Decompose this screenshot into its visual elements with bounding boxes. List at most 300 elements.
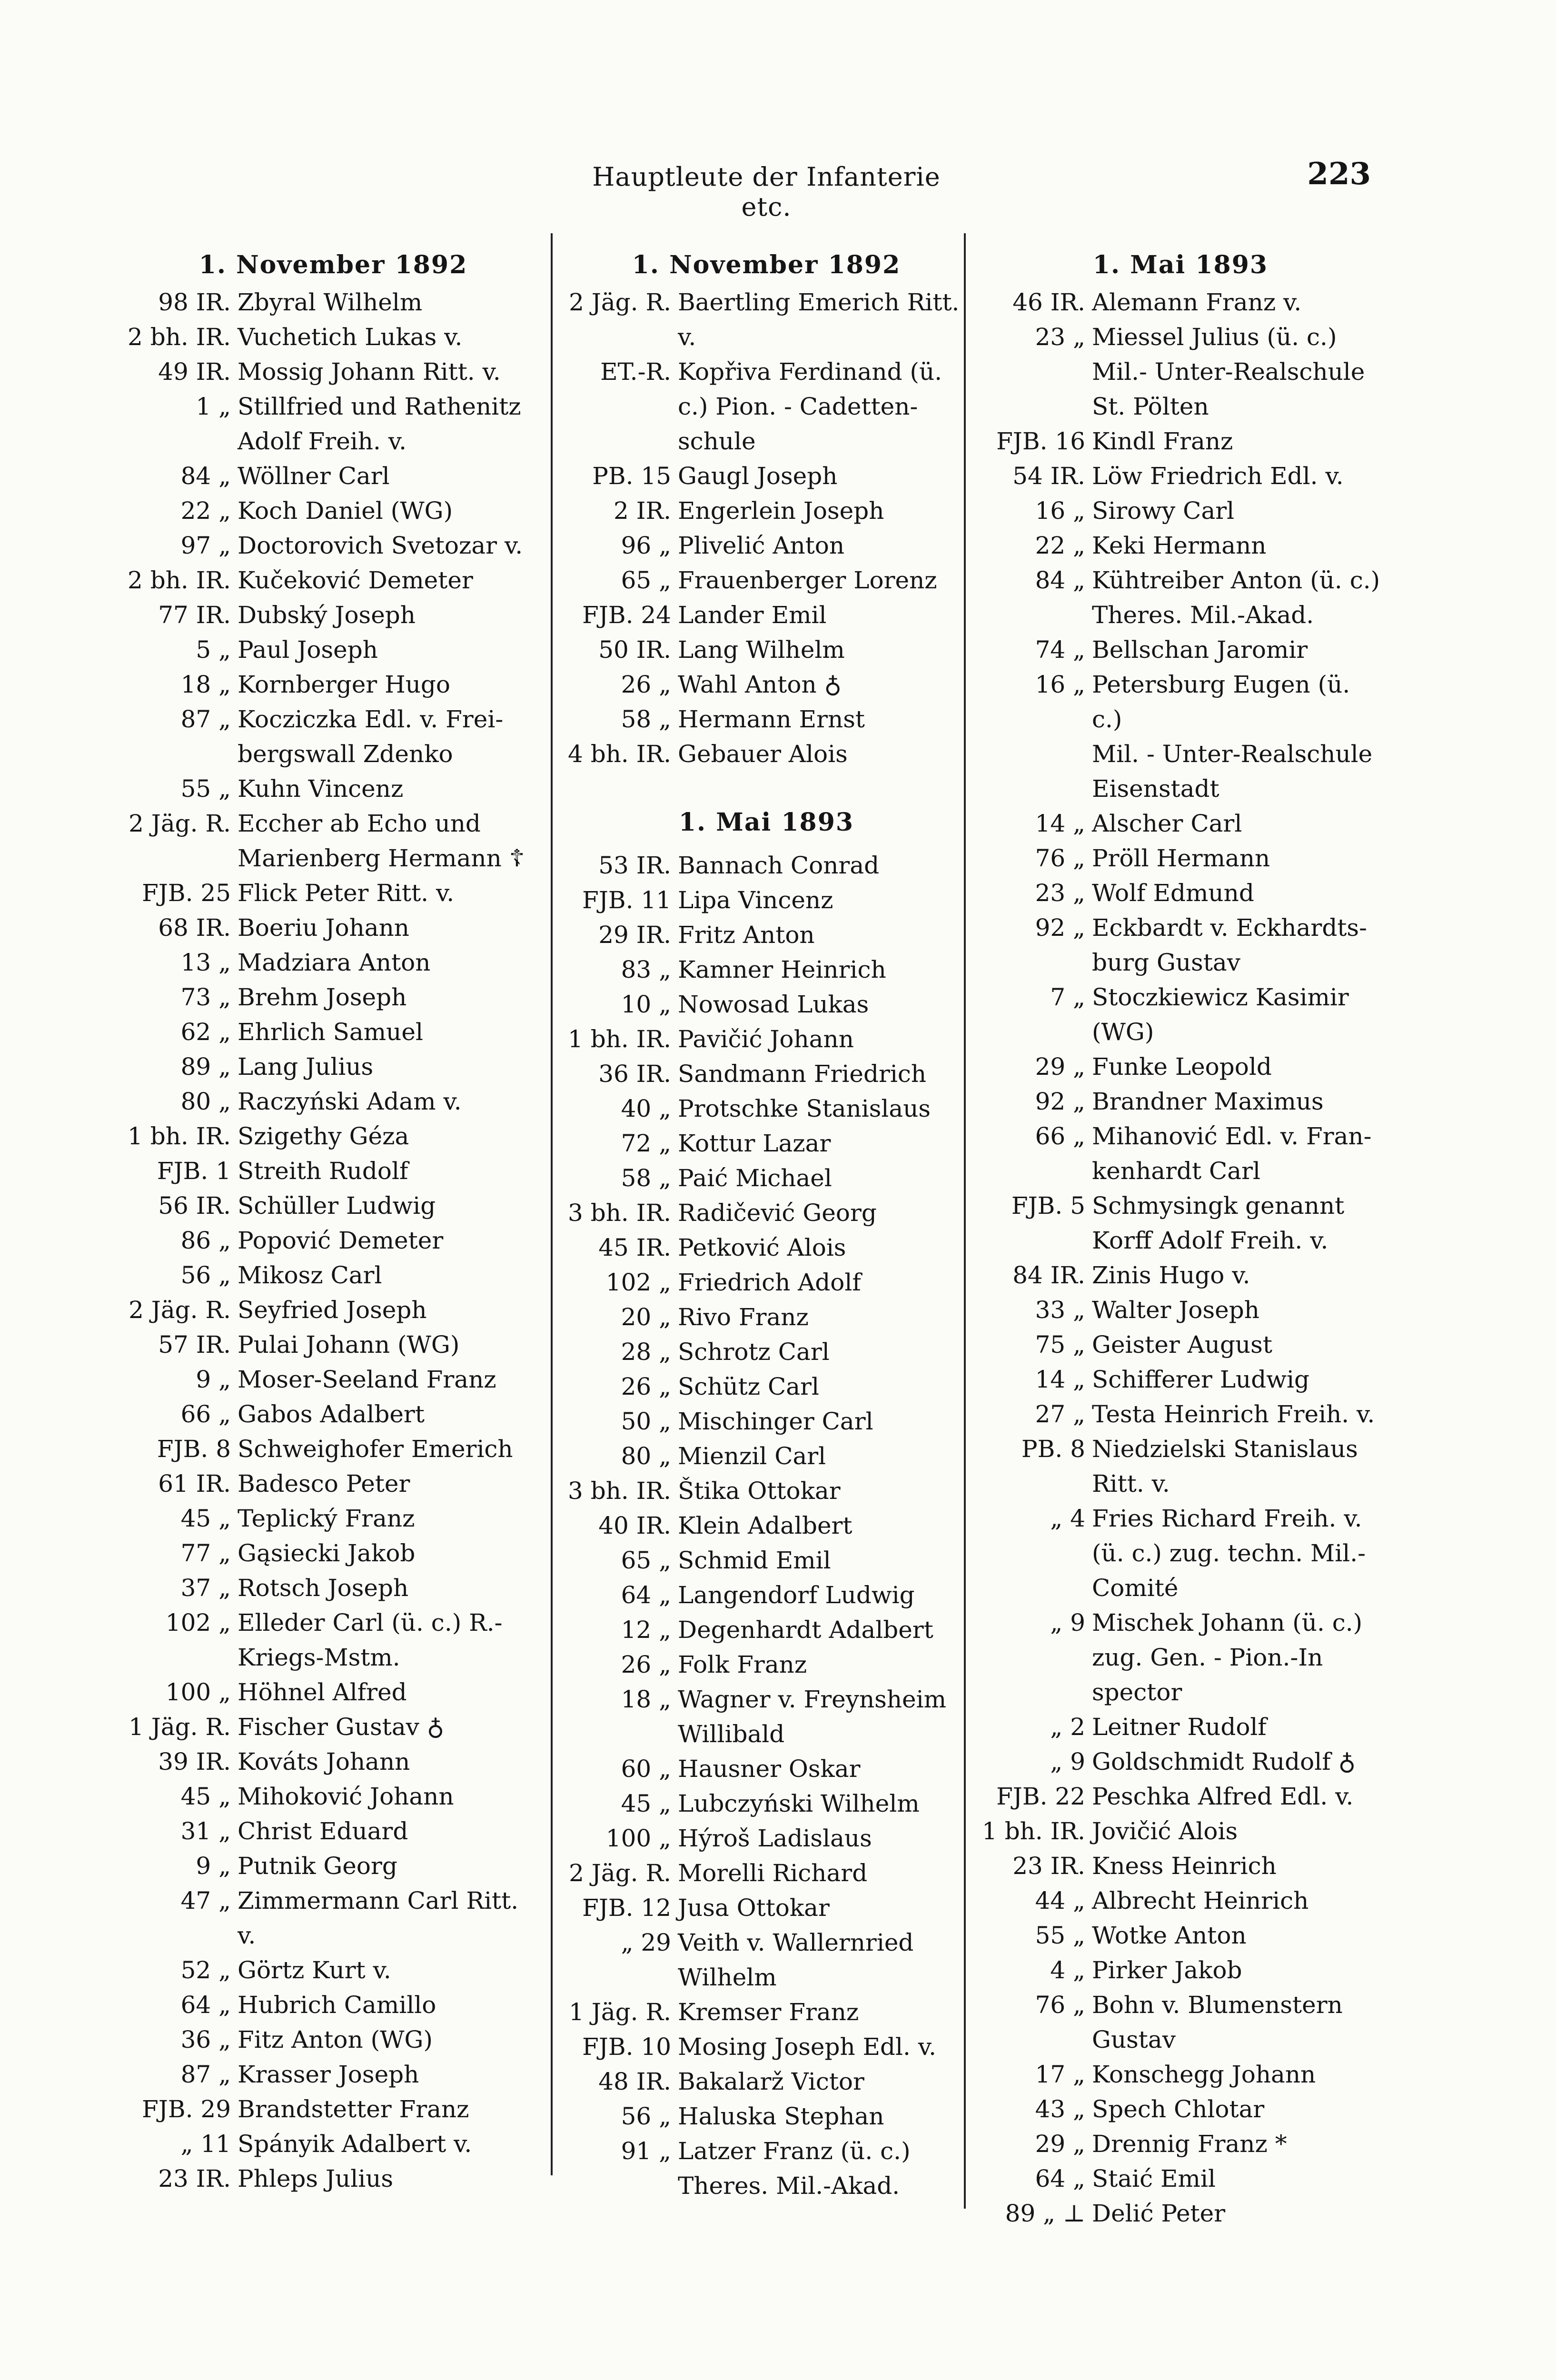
officer-name: Koch Daniel (WG) bbox=[238, 497, 453, 525]
register-entry bbox=[562, 494, 971, 528]
unit-designation: 17 „ bbox=[1035, 2061, 1085, 2088]
unit-designation: 40 „ bbox=[621, 1095, 671, 1122]
officer-name: Mischek Johann (ü. c.) zug. Gen. - Pion.-In spector bbox=[1092, 1609, 1363, 1706]
register-entry bbox=[976, 1745, 1385, 1779]
officer-name: Schüller Ludwig bbox=[238, 1192, 436, 1220]
register-entry bbox=[119, 1154, 547, 1189]
officer-name: Spech Chlotar bbox=[1092, 2095, 1265, 2123]
officer-name: Ehrlich Samuel bbox=[238, 1018, 423, 1046]
officer-name: Schweighofer Emerich bbox=[238, 1435, 513, 1463]
register-entry bbox=[119, 876, 547, 911]
register-entry bbox=[562, 1091, 971, 1126]
officer-name: Stillfried und Rathenitz Adolf Freih. v. bbox=[238, 393, 521, 455]
register-entry bbox=[976, 494, 1385, 528]
unit-designation: 7 „ bbox=[1050, 983, 1085, 1011]
officer-name: Niedzielski Stanislaus Ritt. v. bbox=[1092, 1435, 1358, 1497]
unit-designation: 65 „ bbox=[621, 1547, 671, 1574]
register-entry bbox=[562, 355, 971, 459]
register-entry bbox=[562, 1613, 971, 1647]
officer-name: Mosing Joseph Edl. v. bbox=[678, 2033, 937, 2061]
unit-designation: 13 „ bbox=[180, 949, 231, 976]
officer-name: Dubský Joseph bbox=[238, 601, 416, 629]
register-entry bbox=[119, 563, 547, 598]
officer-name: Zinis Hugo v. bbox=[1092, 1261, 1250, 1289]
unit-designation: 23 IR. bbox=[158, 2165, 231, 2192]
officer-name: Petković Alois bbox=[678, 1234, 846, 1261]
register-entry bbox=[562, 1786, 971, 1821]
unit-designation: 1 Jäg. R. bbox=[569, 1998, 671, 2026]
register-entry bbox=[976, 2127, 1385, 2162]
unit-designation: 22 „ bbox=[1035, 532, 1085, 559]
officer-name: Drennig Franz * bbox=[1092, 2130, 1287, 2158]
officer-name: Mischinger Carl bbox=[678, 1408, 873, 1435]
register-entry bbox=[119, 1467, 547, 1501]
officer-name: Delić Peter bbox=[1092, 2200, 1226, 2227]
officer-name: Mossig Johann Ritt. v. bbox=[238, 358, 501, 386]
officer-name: Moser-Seeland Franz bbox=[238, 1366, 496, 1393]
register-entry bbox=[976, 1814, 1385, 1849]
officer-name: Eccher ab Echo und Marienberg Hermann ☦ bbox=[238, 810, 525, 872]
register-entry bbox=[562, 883, 971, 918]
unit-designation: 9 „ bbox=[196, 1852, 231, 1880]
officer-name: Schmysingk genannt Korff Adolf Freih. v. bbox=[1092, 1192, 1345, 1254]
unit-designation: 26 „ bbox=[621, 1373, 671, 1400]
register-entry bbox=[976, 1501, 1385, 1606]
register-entry bbox=[562, 459, 971, 494]
unit-designation: 10 „ bbox=[621, 991, 671, 1018]
unit-designation: 31 „ bbox=[180, 1817, 231, 1845]
unit-designation: 100 „ bbox=[165, 1678, 231, 1706]
officer-name: Fitz Anton (WG) bbox=[238, 2026, 433, 2053]
unit-designation: ET.-R. bbox=[600, 358, 671, 386]
officer-name: Sirowy Carl bbox=[1092, 497, 1235, 525]
register-entry bbox=[562, 633, 971, 667]
register-entry bbox=[976, 1397, 1385, 1432]
register-entry bbox=[976, 1084, 1385, 1119]
unit-designation: 3 bh. IR. bbox=[568, 1199, 671, 1227]
register-entry bbox=[562, 2030, 971, 2064]
officer-name: Mihoković Johann bbox=[238, 1783, 454, 1810]
officer-name: Görtz Kurt v. bbox=[238, 1956, 391, 1984]
register-entry bbox=[562, 563, 971, 598]
officer-name: Protschke Stanislaus bbox=[678, 1095, 931, 1122]
officer-name: Zimmermann Carl Ritt. v. bbox=[238, 1887, 519, 1949]
register-entry bbox=[976, 911, 1385, 980]
officer-name: Paul Joseph bbox=[238, 636, 378, 664]
unit-designation: 16 „ bbox=[1035, 671, 1085, 698]
register-entry bbox=[562, 598, 971, 633]
unit-designation: 75 „ bbox=[1035, 1331, 1085, 1359]
unit-designation: 80 „ bbox=[621, 1442, 671, 1470]
unit-designation: 96 „ bbox=[621, 532, 671, 559]
unit-designation: FJB. 8 bbox=[157, 1435, 231, 1463]
register-entry bbox=[976, 2162, 1385, 2196]
unit-designation: 87 „ bbox=[180, 2061, 231, 2088]
officer-name: Petersburg Eugen (ü. c.) Mil. - Unter-Realschule Eisenstadt bbox=[1092, 671, 1373, 803]
unit-designation: 9 „ bbox=[196, 1366, 231, 1393]
register-entry bbox=[562, 1856, 971, 1891]
unit-designation: 45 „ bbox=[180, 1505, 231, 1532]
officer-name: Kučeković Demeter bbox=[238, 566, 473, 594]
unit-designation: 77 „ bbox=[180, 1539, 231, 1567]
officer-name: Funke Leopold bbox=[1092, 1053, 1272, 1081]
unit-designation: 40 IR. bbox=[598, 1512, 671, 1539]
register-entry bbox=[119, 355, 547, 389]
register-entry bbox=[119, 1189, 547, 1223]
register-entry bbox=[562, 1161, 971, 1196]
officer-name: Schifferer Ludwig bbox=[1092, 1366, 1310, 1393]
officer-name: Mihanović Edl. v. Fran- kenhardt Carl bbox=[1092, 1122, 1372, 1185]
register-entry bbox=[562, 1474, 971, 1508]
register-entry bbox=[562, 918, 971, 952]
unit-designation: 64 „ bbox=[180, 1991, 231, 2019]
register-entry bbox=[119, 1745, 547, 1779]
unit-designation: 39 IR. bbox=[158, 1748, 231, 1775]
register-entry bbox=[976, 320, 1385, 424]
unit-designation: 50 IR. bbox=[598, 636, 671, 664]
officer-name: Plivelić Anton bbox=[678, 532, 845, 559]
unit-designation: 47 „ bbox=[180, 1887, 231, 1914]
register-entry bbox=[562, 1752, 971, 1786]
officer-name: Staić Emil bbox=[1092, 2165, 1216, 2192]
unit-designation: 36 „ bbox=[180, 2026, 231, 2053]
unit-designation: FJB. 10 bbox=[582, 2033, 671, 2061]
officer-name: Haluska Stephan bbox=[678, 2102, 884, 2130]
column-2 bbox=[562, 248, 971, 2203]
unit-designation: 98 IR. bbox=[158, 288, 231, 316]
unit-designation: 12 „ bbox=[621, 1616, 671, 1644]
register-entry bbox=[976, 285, 1385, 320]
officer-name: Alscher Carl bbox=[1092, 810, 1242, 837]
register-entry bbox=[119, 459, 547, 494]
officer-name: Pröll Hermann bbox=[1092, 844, 1270, 872]
unit-designation: 26 „ bbox=[621, 1651, 671, 1678]
unit-designation: 84 IR. bbox=[1012, 1261, 1085, 1289]
unit-designation: 102 „ bbox=[605, 1269, 671, 1296]
officer-name: Brehm Joseph bbox=[238, 983, 407, 1011]
register-entry bbox=[562, 1300, 971, 1335]
officer-name: Kopřiva Ferdinand (ü. c.) Pion. - Cadetten- schule bbox=[678, 358, 942, 455]
unit-designation: 45 „ bbox=[180, 1783, 231, 1810]
unit-designation: 2 bh. IR. bbox=[128, 566, 231, 594]
register-entry bbox=[119, 911, 547, 945]
register-entry bbox=[119, 598, 547, 633]
register-entry bbox=[562, 1821, 971, 1856]
officer-name: Kuhn Vincenz bbox=[238, 775, 404, 803]
unit-designation: 29 „ bbox=[1035, 2130, 1085, 2158]
register-entry bbox=[976, 1884, 1385, 1918]
officer-name: Lang Wilhelm bbox=[678, 636, 845, 664]
unit-designation: 56 „ bbox=[621, 2102, 671, 2130]
register-entry bbox=[119, 772, 547, 806]
unit-designation: 77 IR. bbox=[158, 601, 231, 629]
officer-name: Pavičić Johann bbox=[678, 1025, 854, 1053]
officer-name: Hýroš Ladislaus bbox=[678, 1825, 872, 1852]
register-entry bbox=[119, 1293, 547, 1328]
officer-name: Christ Eduard bbox=[238, 1817, 408, 1845]
officer-name: Putnik Georg bbox=[238, 1852, 397, 1880]
register-entry bbox=[119, 1953, 547, 1988]
register-entry bbox=[976, 633, 1385, 667]
register-entry bbox=[562, 2134, 971, 2203]
register-entry bbox=[562, 1022, 971, 1057]
unit-designation: „ 29 bbox=[621, 1929, 671, 1956]
register-entry bbox=[119, 1710, 547, 1745]
unit-designation: 92 „ bbox=[1035, 1088, 1085, 1115]
unit-designation: 45 „ bbox=[621, 1790, 671, 1817]
register-entry bbox=[976, 2057, 1385, 2092]
unit-designation: PB. 15 bbox=[592, 462, 671, 490]
register-entry bbox=[976, 1710, 1385, 1745]
unit-designation: 26 „ bbox=[621, 671, 671, 698]
officer-name: Bannach Conrad bbox=[678, 852, 880, 879]
officer-name: Rotsch Joseph bbox=[238, 1574, 409, 1602]
unit-designation: „ 11 bbox=[180, 2130, 231, 2158]
officer-name: Bohn v. Blumenstern Gustav bbox=[1092, 1991, 1343, 2053]
unit-designation: 102 „ bbox=[165, 1609, 231, 1636]
unit-designation: 61 IR. bbox=[158, 1470, 231, 1497]
officer-name: Streith Rudolf bbox=[238, 1157, 408, 1185]
officer-name: Bakalarž Victor bbox=[678, 2068, 864, 2095]
register-entry bbox=[562, 1647, 971, 1682]
officer-name: Schrotz Carl bbox=[678, 1338, 830, 1366]
unit-designation: 46 IR. bbox=[1012, 288, 1085, 316]
unit-designation: 43 „ bbox=[1035, 2095, 1085, 2123]
register-entry bbox=[976, 841, 1385, 876]
unit-designation: 18 „ bbox=[180, 671, 231, 698]
register-entry bbox=[562, 1335, 971, 1369]
register-entry bbox=[119, 667, 547, 702]
officer-name: Mienzil Carl bbox=[678, 1442, 826, 1470]
register-entry bbox=[976, 667, 1385, 806]
register-entry bbox=[119, 1571, 547, 1606]
unit-designation: 23 IR. bbox=[1012, 1852, 1085, 1880]
unit-designation: FJB. 25 bbox=[142, 879, 231, 907]
unit-designation: 57 IR. bbox=[158, 1331, 231, 1359]
register-entry bbox=[976, 1258, 1385, 1293]
register-entry bbox=[119, 320, 547, 355]
officer-name: Jusa Ottokar bbox=[678, 1894, 830, 1922]
officer-name: Lipa Vincenz bbox=[678, 886, 833, 914]
officer-name: Testa Heinrich Freih. v. bbox=[1092, 1400, 1375, 1428]
officer-name: Wagner v. Freynsheim Willibald bbox=[678, 1686, 947, 1748]
officer-name: Hausner Oskar bbox=[678, 1755, 861, 1783]
unit-designation: FJB. 1 bbox=[157, 1157, 231, 1185]
officer-name: Frauenberger Lorenz bbox=[678, 566, 937, 594]
register-entry bbox=[562, 2064, 971, 2099]
officer-name: Klein Adalbert bbox=[678, 1512, 852, 1539]
officer-name: Flick Peter Ritt. v. bbox=[238, 879, 455, 907]
unit-designation: 100 „ bbox=[605, 1825, 671, 1852]
register-entry bbox=[119, 1849, 547, 1884]
register-entry bbox=[976, 1293, 1385, 1328]
unit-designation: 1 bh. IR. bbox=[568, 1025, 671, 1053]
unit-designation: 91 „ bbox=[621, 2137, 671, 2165]
unit-designation: 2 Jäg. R. bbox=[129, 1296, 231, 1324]
unit-designation: 23 „ bbox=[1035, 323, 1085, 351]
register-entry bbox=[119, 806, 547, 876]
register-entry bbox=[562, 2099, 971, 2134]
register-entry bbox=[562, 1925, 971, 1995]
unit-designation: 1 bh. IR. bbox=[982, 1817, 1085, 1845]
unit-designation: 37 „ bbox=[180, 1574, 231, 1602]
unit-designation: „ 4 bbox=[1050, 1505, 1085, 1532]
unit-designation: 28 „ bbox=[621, 1338, 671, 1366]
register-entry bbox=[562, 1682, 971, 1752]
unit-designation: 87 „ bbox=[180, 705, 231, 733]
unit-designation: 54 IR. bbox=[1012, 462, 1085, 490]
column-3 bbox=[976, 248, 1385, 2231]
officer-name: Alemann Franz v. bbox=[1092, 288, 1302, 316]
register-entry bbox=[976, 1849, 1385, 1884]
register-entry bbox=[562, 1369, 971, 1404]
unit-designation: 20 „ bbox=[621, 1303, 671, 1331]
officer-name: Pirker Jakob bbox=[1092, 1956, 1242, 1984]
register-entry bbox=[562, 848, 971, 883]
officer-name: Raczyński Adam v. bbox=[238, 1088, 462, 1115]
unit-designation: 14 „ bbox=[1035, 810, 1085, 837]
officer-name: Gąsiecki Jakob bbox=[238, 1539, 416, 1567]
unit-designation: 45 IR. bbox=[598, 1234, 671, 1261]
register-entry bbox=[976, 1362, 1385, 1397]
officer-name: Latzer Franz (ü. c.) Theres. Mil.-Akad. bbox=[678, 2137, 911, 2200]
officer-name: Bellschan Jaromir bbox=[1092, 636, 1308, 664]
unit-designation: 23 „ bbox=[1035, 879, 1085, 907]
register-entry bbox=[119, 1814, 547, 1849]
officer-name: Leitner Rudolf bbox=[1092, 1713, 1267, 1741]
unit-designation: 36 IR. bbox=[598, 1060, 671, 1088]
officer-name: Löw Friedrich Edl. v. bbox=[1092, 462, 1344, 490]
unit-designation: 2 Jäg. R. bbox=[569, 288, 671, 316]
register-entry bbox=[976, 1189, 1385, 1258]
officer-name: Peschka Alfred Edl. v. bbox=[1092, 1783, 1354, 1810]
register-entry bbox=[119, 1675, 547, 1710]
unit-designation: 4 bh. IR. bbox=[568, 740, 671, 768]
officer-name: Boeriu Johann bbox=[238, 914, 409, 942]
register-entry bbox=[976, 876, 1385, 911]
officer-name: Jovičić Alois bbox=[1092, 1817, 1238, 1845]
register-entry bbox=[119, 2023, 547, 2057]
register-entry bbox=[119, 1050, 547, 1084]
officer-name: Popović Demeter bbox=[238, 1227, 444, 1254]
register-entry bbox=[562, 952, 971, 987]
unit-designation: FJB. 5 bbox=[1011, 1192, 1085, 1220]
unit-designation: 44 „ bbox=[1035, 1887, 1085, 1914]
officer-name: Fries Richard Freih. v. (ü. c.) zug. techn. Mil.- Comité bbox=[1092, 1505, 1366, 1602]
unit-designation: 76 „ bbox=[1035, 1991, 1085, 2019]
register-entry bbox=[119, 633, 547, 667]
register-entry bbox=[562, 1578, 971, 1613]
officer-name: Wöllner Carl bbox=[238, 462, 390, 490]
unit-designation: 48 IR. bbox=[598, 2068, 671, 2095]
register-entry bbox=[119, 389, 547, 459]
section-heading: 1. November 1892 bbox=[198, 250, 468, 279]
register-entry bbox=[119, 2162, 547, 2196]
officer-name: Langendorf Ludwig bbox=[678, 1581, 915, 1609]
unit-designation: 2 Jäg. R. bbox=[569, 1859, 671, 1887]
unit-designation: 14 „ bbox=[1035, 1366, 1085, 1393]
unit-designation: 1 „ bbox=[196, 393, 231, 420]
unit-designation: 4 „ bbox=[1050, 1956, 1085, 1984]
register-entry bbox=[119, 980, 547, 1015]
section-heading: 1. Mai 1893 bbox=[678, 808, 854, 837]
officer-name: Hubrich Camillo bbox=[238, 1991, 436, 2019]
officer-name: Veith v. Wallernried Wilhelm bbox=[678, 1929, 914, 1991]
officer-name: Kottur Lazar bbox=[678, 1130, 831, 1157]
unit-designation: 50 „ bbox=[621, 1408, 671, 1435]
officer-name: Schütz Carl bbox=[678, 1373, 819, 1400]
register-entry bbox=[119, 1884, 547, 1953]
register-entry bbox=[119, 1258, 547, 1293]
register-entry bbox=[976, 2196, 1385, 2231]
unit-designation: FJB. 16 bbox=[996, 427, 1085, 455]
unit-designation: 76 „ bbox=[1035, 844, 1085, 872]
officer-name: Paić Michael bbox=[678, 1164, 832, 1192]
officer-name: Szigethy Géza bbox=[238, 1122, 409, 1150]
register-entry bbox=[562, 667, 971, 702]
officer-name: Lang Julius bbox=[238, 1053, 374, 1081]
unit-designation: 2 bh. IR. bbox=[128, 323, 231, 351]
unit-designation: 65 „ bbox=[621, 566, 671, 594]
register-entry bbox=[119, 1084, 547, 1119]
officer-name: Sandmann Friedrich bbox=[678, 1060, 927, 1088]
register-entry bbox=[976, 2092, 1385, 2127]
officer-name: Konschegg Johann bbox=[1092, 2061, 1316, 2088]
register-entry bbox=[119, 1328, 547, 1362]
unit-designation: 73 „ bbox=[180, 983, 231, 1011]
officer-name: Kindl Franz bbox=[1092, 427, 1233, 455]
officer-name: Gabos Adalbert bbox=[238, 1400, 425, 1428]
officer-name: Kness Heinrich bbox=[1092, 1852, 1277, 1880]
section-heading: 1. Mai 1893 bbox=[1092, 250, 1269, 279]
register-entry bbox=[562, 737, 971, 772]
unit-designation: 68 IR. bbox=[158, 914, 231, 942]
register-entry bbox=[562, 1057, 971, 1091]
unit-designation: 55 „ bbox=[180, 775, 231, 803]
officer-name: Engerlein Joseph bbox=[678, 497, 884, 525]
unit-designation: 55 „ bbox=[1035, 1922, 1085, 1949]
officer-name: Fritz Anton bbox=[678, 921, 815, 949]
register-entry bbox=[976, 1328, 1385, 1362]
register-entry bbox=[976, 1953, 1385, 1988]
unit-designation: 1 Jäg. R. bbox=[129, 1713, 231, 1741]
unit-designation: 29 IR. bbox=[598, 921, 671, 949]
column-1 bbox=[119, 248, 547, 2196]
officer-name: Pulai Johann (WG) bbox=[238, 1331, 460, 1359]
unit-designation: 18 „ bbox=[621, 1686, 671, 1713]
unit-designation: FJB. 29 bbox=[142, 2095, 231, 2123]
officer-name: Teplický Franz bbox=[238, 1505, 415, 1532]
officer-name: Stoczkiewicz Kasimir (WG) bbox=[1092, 983, 1349, 1046]
register-entry bbox=[976, 980, 1385, 1050]
unit-designation: 58 „ bbox=[621, 1164, 671, 1192]
register-entry bbox=[562, 1439, 971, 1474]
unit-designation: 27 „ bbox=[1035, 1400, 1085, 1428]
register-entry bbox=[119, 2057, 547, 2092]
unit-designation: 97 „ bbox=[180, 532, 231, 559]
unit-designation: 83 „ bbox=[621, 956, 671, 983]
officer-name: Baertling Emerich Ritt. v. bbox=[678, 288, 960, 351]
unit-designation: 84 „ bbox=[1035, 566, 1085, 594]
unit-designation: PB. 8 bbox=[1021, 1435, 1085, 1463]
unit-designation: 3 bh. IR. bbox=[568, 1477, 671, 1505]
unit-designation: 53 IR. bbox=[598, 852, 671, 879]
unit-designation: 62 „ bbox=[180, 1018, 231, 1046]
register-entry bbox=[562, 1543, 971, 1578]
unit-designation: 89 „ ⊥ bbox=[1005, 2200, 1085, 2227]
unit-designation: 84 „ bbox=[180, 462, 231, 490]
officer-name: Wolf Edmund bbox=[1092, 879, 1254, 907]
